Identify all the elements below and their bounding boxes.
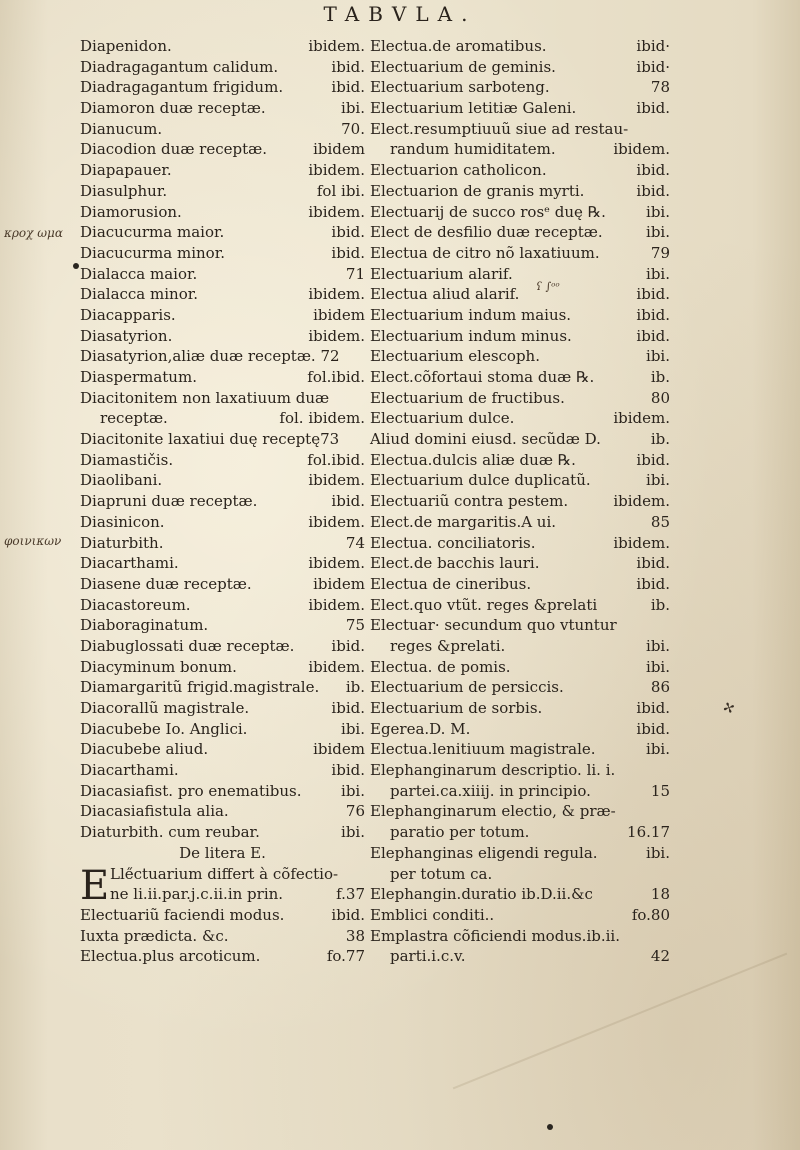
index-entry xyxy=(370,470,670,491)
entry-text: Diadragagantum calidum. xyxy=(80,57,279,76)
entry-page-ref: ibidem. xyxy=(613,533,670,552)
entry-text: Elect de desfilio duæ receptæ. xyxy=(370,223,603,242)
entry-text: Diadragagantum frigidum. xyxy=(80,78,284,97)
dropcap-letter: E xyxy=(80,862,110,909)
index-entry xyxy=(370,843,670,864)
index-entry xyxy=(80,36,365,57)
index-entry xyxy=(370,77,670,98)
index-entry xyxy=(80,491,365,512)
entry-page-ref: ibidem xyxy=(313,305,365,324)
entry-page-ref: ibi. xyxy=(646,843,670,862)
entry-page-ref: ibid. xyxy=(331,905,365,924)
entry-page-ref: ibi. xyxy=(646,347,670,366)
entry-text: Diasatyrion. xyxy=(80,326,173,345)
index-entry xyxy=(80,346,365,367)
index-entry xyxy=(370,243,670,264)
entry-page-ref: ibi. xyxy=(646,657,670,676)
entry-page-ref: ibidem xyxy=(313,740,365,759)
index-entry xyxy=(80,408,365,429)
entry-text: Diacasiafistula alia. xyxy=(80,802,229,821)
entry-page-ref: ibid. xyxy=(636,181,670,200)
index-entry xyxy=(80,739,365,760)
index-entry xyxy=(80,181,365,202)
entry-page-ref: ib. xyxy=(650,368,670,386)
entry-text: ne li.ii.par.j.c.ii.in prin. xyxy=(110,885,284,904)
index-entry xyxy=(80,595,365,616)
index-entry xyxy=(80,801,365,822)
entry-page-ref: ibidem xyxy=(313,140,365,159)
right-column xyxy=(370,36,670,967)
entry-text: Egerea.D. M. xyxy=(370,719,471,738)
entry-page-ref: fo.80 xyxy=(631,905,670,924)
entry-page-ref: ibid. xyxy=(636,285,670,304)
index-entry xyxy=(370,305,670,326)
entry-text: Electua.de aromatibus. xyxy=(370,37,547,55)
entry-page-ref: ibi. xyxy=(341,99,365,118)
entry-page-ref: fol.ibid. xyxy=(307,368,365,386)
index-entry xyxy=(370,698,670,719)
index-entry xyxy=(370,346,670,367)
entry-text: Elephanginas eligendi regula. xyxy=(370,843,598,862)
entry-text: Diamoron duæ receptæ. xyxy=(80,99,266,118)
index-entry xyxy=(370,202,670,223)
ink-dot xyxy=(547,1124,553,1130)
entry-text: Emplastra cõficiendi modus.ib.ii. xyxy=(370,926,620,945)
index-entry xyxy=(370,491,670,512)
index-entry xyxy=(370,657,670,678)
entry-page-ref: ibid. xyxy=(636,699,670,717)
index-entry xyxy=(80,429,365,450)
entry-text: Diamargaritũ frigid.magistrale. xyxy=(80,678,320,697)
entry-page-ref: ibi. xyxy=(646,636,670,655)
entry-text: Diacitonite laxatiui duę receptę73 xyxy=(80,430,340,449)
marginal-note: φοινικων xyxy=(4,534,62,548)
entry-page-ref: ibidem. xyxy=(308,37,365,55)
index-entry xyxy=(370,822,670,843)
entry-text: Diacorallũ magistrale. xyxy=(80,699,250,717)
entry-page-ref: ibi. xyxy=(646,264,670,283)
index-entry xyxy=(80,450,365,471)
entry-page-ref: fo.77 xyxy=(326,947,365,966)
entry-page-ref: 86 xyxy=(650,678,670,697)
entry-page-ref: f.37 xyxy=(336,885,365,904)
dropcap-entry xyxy=(80,862,365,909)
entry-text: Diapenidon. xyxy=(80,37,172,55)
entry-page-ref: ibidem. xyxy=(613,140,670,159)
index-entry xyxy=(370,222,670,243)
entry-text: Diacarthami. xyxy=(80,761,179,780)
entry-page-ref: ibidem xyxy=(313,574,365,593)
page-header: TABVLA. xyxy=(323,2,477,26)
entry-page-ref: fol ibi. xyxy=(316,181,365,200)
index-entry xyxy=(80,553,365,574)
entry-text: partei.ca.xiiij. in principio. xyxy=(390,781,591,800)
index-entry xyxy=(370,160,670,181)
entry-text: Diacodion duæ receptæ. xyxy=(80,140,268,159)
entry-text: Dialacca minor. xyxy=(80,285,199,304)
entry-text: Electuarium dulce duplicatũ. xyxy=(370,471,591,490)
index-entry xyxy=(80,57,365,78)
index-entry xyxy=(80,615,365,636)
entry-page-ref: 16.17 xyxy=(627,823,670,842)
entry-page-ref: ibidem. xyxy=(308,471,365,490)
entry-text: Diasinicon. xyxy=(80,512,165,531)
index-entry xyxy=(370,781,670,802)
entry-text: Diacubebe aliud. xyxy=(80,740,209,759)
index-entry xyxy=(370,264,670,285)
entry-page-ref: ibidem. xyxy=(308,512,365,531)
index-entry xyxy=(80,926,365,947)
entry-text: Elephangin.duratio ib.D.ii.&c xyxy=(370,885,593,904)
index-entry xyxy=(370,284,670,305)
entry-page-ref: ibid. xyxy=(331,492,365,511)
entry-text: Electuarium letitiæ Galeni. xyxy=(370,99,577,118)
index-entry xyxy=(370,719,670,740)
entry-page-ref: ibi. xyxy=(646,740,670,759)
entry-text: Diasene duæ receptæ. xyxy=(80,574,252,593)
entry-page-ref: ibidem. xyxy=(308,161,365,180)
index-entry xyxy=(80,822,365,843)
entry-text: Electuarium de sorbis. xyxy=(370,699,543,717)
entry-page-ref: ibid. xyxy=(636,99,670,118)
entry-text: Elect.de margaritis.A ui. xyxy=(370,512,557,531)
entry-page-ref: 71 xyxy=(345,264,365,283)
entry-text: randum humiditatem. xyxy=(390,140,556,159)
entry-text: Diacyminum bonum. xyxy=(80,657,237,676)
entry-text: Electuarium elescoph. xyxy=(370,347,540,366)
index-entry xyxy=(80,326,365,347)
entry-page-ref: 75 xyxy=(345,616,365,635)
entry-text: Diacucurma minor. xyxy=(80,243,225,262)
index-entry xyxy=(370,181,670,202)
entry-page-ref: ibidem. xyxy=(308,285,365,304)
entry-text: Diacapparis. xyxy=(80,305,176,324)
entry-page-ref: ibidem. xyxy=(613,409,670,428)
index-entry xyxy=(370,408,670,429)
entry-text: Electuarium sarboteng. xyxy=(370,78,550,97)
index-entry xyxy=(370,574,670,595)
ink-flourish-icon: ✢ xyxy=(718,699,738,717)
entry-page-ref: ibidem. xyxy=(308,202,365,221)
marginal-note: ʕ ∫ᵒᵒ xyxy=(536,280,560,293)
entry-text: Diacubebe Io. Anglici. xyxy=(80,719,248,738)
entry-text: parti.i.c.v. xyxy=(390,947,466,966)
entry-page-ref: 18 xyxy=(650,885,670,904)
paper-fold xyxy=(453,953,788,1090)
dropcap-line xyxy=(110,864,365,885)
index-entry xyxy=(80,574,365,595)
entry-page-ref: ibid. xyxy=(636,554,670,573)
entry-text: Elect.cõfortaui stoma duæ ℞. xyxy=(370,368,595,386)
entry-text: Dianucum. xyxy=(80,119,163,138)
entry-text: Elephanginarum descriptio. li. i. xyxy=(370,761,616,780)
index-entry xyxy=(370,636,670,657)
index-entry xyxy=(370,615,670,636)
entry-page-ref: ibid. xyxy=(331,78,365,97)
entry-text: Elect.de bacchis lauri. xyxy=(370,554,540,573)
entry-text: Electuarium alarif. xyxy=(370,264,513,283)
index-entry xyxy=(370,139,670,160)
entry-page-ref: fol.ibid. xyxy=(307,450,365,469)
marginal-note: κρoχ ωμα xyxy=(4,226,63,240)
entry-text: Diaboraginatum. xyxy=(80,616,209,635)
entry-page-ref: 70. xyxy=(341,119,365,138)
index-entry xyxy=(370,533,670,554)
entry-page-ref: ibid. xyxy=(636,450,670,469)
index-entry xyxy=(370,926,670,947)
entry-text: Electuariũ faciendi modus. xyxy=(80,905,285,924)
entry-page-ref: 80 xyxy=(650,388,670,407)
index-entry xyxy=(80,760,365,781)
entry-page-ref: ibid· xyxy=(636,37,670,55)
index-entry xyxy=(370,429,670,450)
index-entry xyxy=(80,677,365,698)
index-entry xyxy=(80,657,365,678)
entry-text: Electuarium dulce. xyxy=(370,409,515,428)
entry-text: Aliud domini eiusd. secũdæ D. xyxy=(370,430,601,449)
entry-page-ref: 85 xyxy=(650,512,670,531)
entry-text: Diacucurma maior. xyxy=(80,223,225,242)
entry-text: Diapapauer. xyxy=(80,161,172,180)
entry-page-ref: ibi. xyxy=(341,719,365,738)
entry-text: Electuarium de fructibus. xyxy=(370,388,565,407)
index-entry xyxy=(370,450,670,471)
section-heading xyxy=(80,843,365,864)
entry-page-ref: 15 xyxy=(650,781,670,800)
entry-text: Elephanginarum electio, & præ- xyxy=(370,802,616,821)
entry-page-ref: ib. xyxy=(650,430,670,449)
index-entry xyxy=(370,98,670,119)
index-entry xyxy=(370,677,670,698)
entry-text: paratio per totum. xyxy=(390,823,530,842)
entry-text: Diapruni duæ receptæ. xyxy=(80,492,258,511)
entry-page-ref: 79 xyxy=(650,243,670,262)
entry-text: Electua de citro nõ laxatiuum. xyxy=(370,243,600,262)
index-entry xyxy=(370,512,670,533)
index-entry xyxy=(370,57,670,78)
entry-text: Electuarium de geminis. xyxy=(370,57,556,76)
entry-page-ref: ibidem. xyxy=(308,554,365,573)
index-entry xyxy=(80,98,365,119)
entry-text: Electua.lenitiuum magistrale. xyxy=(370,740,596,759)
index-entry xyxy=(80,636,365,657)
index-entry xyxy=(370,739,670,760)
entry-page-ref: 42 xyxy=(650,947,670,966)
index-entry xyxy=(80,160,365,181)
entry-text: reges &prelati. xyxy=(390,636,506,655)
entry-page-ref: ib. xyxy=(650,595,670,614)
entry-text: Electua aliud alarif. xyxy=(370,285,520,304)
entry-text: Diaturbith. xyxy=(80,533,164,552)
entry-text: per totum ca. xyxy=(390,864,493,883)
entry-text: Electua. conciliatoris. xyxy=(370,533,536,552)
index-entry xyxy=(370,553,670,574)
entry-text: Electuarium de persiccis. xyxy=(370,678,564,697)
ink-dot xyxy=(73,263,79,269)
index-entry xyxy=(80,284,365,305)
index-entry xyxy=(80,202,365,223)
index-entry xyxy=(80,719,365,740)
entry-text: Diacitonitem non laxatiuum duæ xyxy=(80,388,330,407)
index-entry xyxy=(80,139,365,160)
entry-page-ref: ibid. xyxy=(636,305,670,324)
entry-page-ref: fol. ibidem. xyxy=(279,409,365,428)
entry-page-ref: ibidem. xyxy=(308,595,365,614)
entry-page-ref: 74 xyxy=(345,533,365,552)
entry-text: Iuxta prædicta. &c. xyxy=(80,926,229,945)
entry-page-ref: ibid. xyxy=(331,57,365,76)
index-entry xyxy=(80,512,365,533)
entry-page-ref: ibid. xyxy=(331,636,365,655)
index-entry xyxy=(370,864,670,885)
entry-text: Elect.quo vtũt. reges &prelati xyxy=(370,595,598,614)
entry-text: Lle̋ctuarium differt à cõfectio- xyxy=(110,864,339,883)
entry-page-ref: ibidem. xyxy=(613,492,670,511)
entry-page-ref: ibid. xyxy=(636,574,670,593)
entry-text: Electua.plus arcoticum. xyxy=(80,947,261,966)
index-entry xyxy=(370,119,670,140)
entry-text: Elect.resumptiuuũ siue ad restau- xyxy=(370,119,629,138)
entry-text: Electuarion de granis myrti. xyxy=(370,181,585,200)
index-entry xyxy=(80,946,365,967)
index-entry xyxy=(370,595,670,616)
index-entry xyxy=(80,698,365,719)
entry-page-ref: ibid. xyxy=(331,699,365,717)
entry-text: Diaturbith. cum reubar. xyxy=(80,823,260,842)
entry-page-ref: ibidem. xyxy=(308,326,365,345)
index-entry xyxy=(80,119,365,140)
index-entry xyxy=(80,243,365,264)
entry-page-ref: ibi. xyxy=(646,223,670,242)
entry-text: Diamorusion. xyxy=(80,202,182,221)
entry-page-ref: ibid. xyxy=(331,223,365,242)
index-entry xyxy=(370,905,670,926)
index-entry xyxy=(80,305,365,326)
entry-page-ref: ibidem. xyxy=(308,657,365,676)
index-entry xyxy=(370,946,670,967)
index-entry xyxy=(370,388,670,409)
index-entry xyxy=(80,388,365,409)
left-column xyxy=(80,36,365,967)
index-entry xyxy=(370,760,670,781)
dropcap-line xyxy=(110,884,365,905)
entry-page-ref: ibid. xyxy=(331,243,365,262)
entry-text: Diasulphur. xyxy=(80,181,168,200)
entry-page-ref: ibid. xyxy=(331,761,365,780)
index-entry xyxy=(370,801,670,822)
entry-text: Electua de cineribus. xyxy=(370,574,532,593)
entry-text: Dialacca maior. xyxy=(80,264,198,283)
entry-text: Electuarij de succo rosᵉ duę ℞. xyxy=(370,202,606,221)
index-entry xyxy=(370,884,670,905)
entry-text: Electuarium indum maius. xyxy=(370,305,572,324)
entry-text: Electua.dulcis aliæ duæ ℞. xyxy=(370,450,576,469)
entry-page-ref: ibid. xyxy=(636,719,670,738)
entry-text: Electuar· secundum quo vtuntur xyxy=(370,616,617,635)
entry-page-ref: ibi. xyxy=(646,471,670,490)
entry-page-ref: 76 xyxy=(345,802,365,821)
entry-page-ref: ibid. xyxy=(636,326,670,345)
entry-text: Diabuglossati duæ receptæ. xyxy=(80,636,295,655)
index-entry xyxy=(80,367,365,388)
entry-text: Electuarion catholicon. xyxy=(370,161,547,180)
section-heading-text: De litera E. xyxy=(179,843,266,862)
index-entry xyxy=(80,264,365,285)
entry-text: Electuariũ contra pestem. xyxy=(370,492,569,511)
entry-page-ref: ibi. xyxy=(646,202,670,221)
entry-page-ref: ib. xyxy=(345,678,365,697)
index-entry xyxy=(80,470,365,491)
entry-text: receptæ. xyxy=(100,409,168,428)
entry-page-ref: 38 xyxy=(345,926,365,945)
index-entry xyxy=(80,905,365,926)
entry-text: Electuarium indum minus. xyxy=(370,326,572,345)
index-entry xyxy=(80,222,365,243)
entry-page-ref: ibid· xyxy=(636,57,670,76)
entry-text: Diaolibani. xyxy=(80,471,163,490)
index-entry xyxy=(370,36,670,57)
index-entry xyxy=(80,781,365,802)
entry-text: Diacastoreum. xyxy=(80,595,191,614)
entry-text: Diaspermatum. xyxy=(80,368,197,386)
entry-text: Diacasiafist. pro enematibus. xyxy=(80,781,302,800)
entry-text: Electua. de pomis. xyxy=(370,657,511,676)
entry-text: Diamastičis. xyxy=(80,450,174,469)
index-entry xyxy=(80,533,365,554)
entry-page-ref: 78 xyxy=(650,78,670,97)
entry-text: Diacarthami. xyxy=(80,554,179,573)
entry-text: Emblici conditi.. xyxy=(370,905,495,924)
entry-page-ref: ibid. xyxy=(636,161,670,180)
entry-page-ref: ibi. xyxy=(341,781,365,800)
index-entry xyxy=(370,326,670,347)
entry-text: Diasatyrion,aliæ duæ receptæ. 72 xyxy=(80,347,340,366)
index-entry xyxy=(80,77,365,98)
index-entry xyxy=(370,367,670,388)
entry-page-ref: ibi. xyxy=(341,823,365,842)
